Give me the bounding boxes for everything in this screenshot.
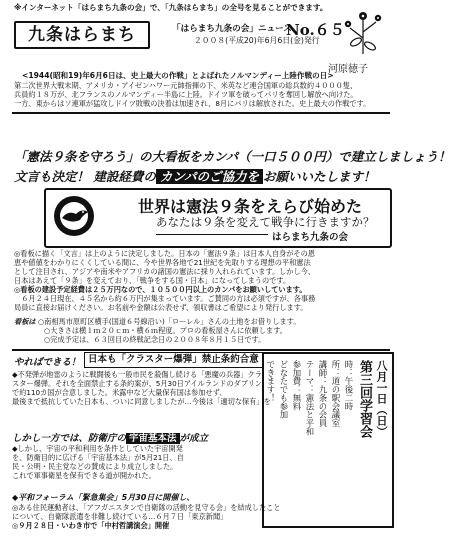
event-title: 第三回学習会 — [357, 360, 372, 438]
masthead — [14, 19, 346, 49]
space-law-body — [12, 444, 254, 480]
history-heading: <1944(昭和19)年6月6日は、史上最大の作戦」とよばれたノルマンディー上陸作戦の日> — [22, 71, 334, 80]
report-line: について、自衛隊派遣を非難し続けている…６月７日「東京新聞」 — [12, 512, 228, 521]
campaign-banner-headline: 「憲法９条を守ろう」の大看板をカンパ（一口５００円）で建立しましょう！ — [14, 149, 451, 164]
cluster-line: で約110カ国が合意しました。米露中など大量保有国は参加せず、 — [12, 388, 227, 397]
detail-text: ○完成予定は、６３回目の終戦記念日の２００８年８月１５日です。 — [44, 335, 266, 344]
event-time: 時：午後二時 — [344, 360, 354, 411]
space-law-headline — [12, 430, 208, 444]
flower-illustration-icon — [336, 2, 390, 56]
signature-rule — [156, 234, 268, 235]
space-law-pre: しかし一方では、防衛庁の — [12, 433, 127, 444]
body-line: として注目され、アジアや南米やアフリカの諸国の憲法に採り入れられています。しかし今、 — [14, 267, 316, 276]
cluster-line: 最後まで抵抗していた日本も、ついに同意しましたが…今後は「適切な保有」を — [12, 397, 271, 406]
detail-text: ○南相馬市原町区横手(国道６号線沿い)「ローレル」さんの土地をお借りします。 — [37, 317, 301, 326]
signboard-slogan: 世界は憲法９条をえらび始めた — [138, 197, 363, 216]
event-place: 所：道の駅会議室 — [331, 360, 341, 428]
banner2-post: お願いいたします！ — [263, 169, 376, 184]
cluster-title: 日本も「クラスター爆弾」禁止条約合意 — [84, 352, 263, 368]
newsletter-logo: 九条はらまち — [14, 21, 150, 49]
detail-line — [14, 335, 390, 344]
history-line: 兵員約１８万が、北フランスのノルマンディー半島に上陸。ドイツ軍を破ってパリを奪回し解放へ向けた。 — [14, 90, 358, 99]
report-line: ◎ある住民運動者は、「アフガニスタンで自衛隊の活動を見守る会」を結成したこと — [12, 503, 281, 512]
signboard-details — [14, 317, 390, 344]
body-line: ６月２４日現在、４５名から約６万円が集まっています。ご賛同の方は必須ですが、各事務 — [14, 294, 316, 303]
issue-number: No.６５ — [286, 21, 345, 39]
signboard-question: あなたは９条を変えて戦争に行きますか？ — [156, 215, 375, 229]
space-law-post: が成立 — [179, 433, 209, 444]
banner2-highlight: カンパのご協力を — [156, 169, 263, 184]
peace-dove-emblem-icon — [52, 194, 96, 238]
space-law-line: ◆しかし、宇宙の平和利用を条件としていた宇宙開発 — [12, 444, 183, 453]
event-date: 八月一日（日） — [375, 360, 388, 437]
cluster-kicker: やればできる！ — [14, 357, 81, 368]
detail-label: 看板は — [14, 317, 36, 326]
history-line: 一方、東からはソ連軍が猛攻しドイツ敗戦の決着は加速され、8月にパリは解放された。史上最大の作戦です。 — [14, 99, 371, 108]
divider — [12, 349, 390, 351]
divider — [12, 112, 390, 114]
cluster-body — [12, 370, 271, 406]
detail-text: ○大きさは横１ｍ２０ｃｍ・横６ｍ程度。プロの看板屋さんに依頼します。 — [44, 326, 287, 335]
body-line: ◎看板の建設予定経費は２５万円なので、１０５００円以上のカンパをお願いしています。 — [14, 285, 307, 294]
cluster-line: スター爆弾。それを全面禁止する条約案が、5月30日アイルランドのダブリン — [12, 379, 262, 388]
space-law-line: を、防衛目的に広げる「宇宙基本法」が5月21日、自 — [12, 453, 184, 462]
signboard-explanation — [14, 249, 390, 312]
banner2-pre: 文言も決定！ 建設経費の — [14, 169, 156, 184]
event-theme: テーマ：憲法と平和 — [305, 360, 315, 436]
issue-date: ２００８(平成20)年6月6日(金)発行 — [194, 36, 320, 45]
detail-line — [14, 317, 390, 326]
newsletter-series-title: 「はらまち九条の会」ニュース — [172, 24, 292, 34]
history-body — [14, 81, 390, 108]
event-speaker: 講師：九条の会員 — [318, 360, 328, 428]
signboard-organization: はらまち九条の会 — [272, 232, 349, 243]
detail-line — [14, 326, 390, 335]
event-note: どなたでも参加 — [279, 360, 289, 419]
report-headline: ◆平和フォーラム「緊急集会」5月30日に開催し、 — [12, 493, 195, 502]
event-note: できます！ — [266, 360, 276, 402]
space-law-highlight: 宇宙基本法 — [126, 433, 180, 444]
body-line: ◎看板に描く「文言」は上のように決定しました。日本の「憲法９条」は日本人自身がその恩 — [14, 249, 315, 258]
study-meeting-announcement — [262, 352, 394, 528]
history-line: 第二次世界大戦末期、アメリカ・アイゼンハワー元帥指揮の下、米英など連合国軍の総兵数約４０００隻、 — [14, 81, 358, 90]
event-fee: 参加費：無料 — [292, 360, 302, 411]
writer-signature: 河原徳子 — [328, 64, 368, 75]
body-line: 局員に直接お届けください。お名前や金額は公表せず、領収書はご希望により発行します。 — [14, 303, 308, 312]
space-law-line: これで軍事衛星を保有できる道が開かれた。 — [12, 471, 156, 480]
cluster-line: ◆不発弾が地雷のように戦闘後も一般市民を殺傷し続ける「悪魔の兵器」クラ — [12, 370, 262, 379]
cluster-headline-row — [12, 352, 259, 370]
signboard-slogan-box — [44, 188, 392, 248]
campaign-banner-subheadline — [14, 167, 376, 185]
body-line: 日本はあえて「９条」を変えており、「戦争をする国・日本」になってしまうのです。 — [14, 276, 291, 285]
internet-notice: ※インターネット「はらまち九条の会」で、「九条はらまち」の全号を見ることができます。 — [14, 3, 328, 12]
report-line: ◎９月２８日・いわき市で「中村哲講演会」開催 — [12, 521, 170, 530]
space-law-line: 民・公明・民主党などの賛成により成立しました。 — [12, 462, 178, 471]
announcement-columns — [266, 360, 388, 520]
body-line: 恵や値値をわかりにくくしている間に、今や世界各地で21世紀を先取りする理想の平和憲法 — [14, 258, 311, 267]
